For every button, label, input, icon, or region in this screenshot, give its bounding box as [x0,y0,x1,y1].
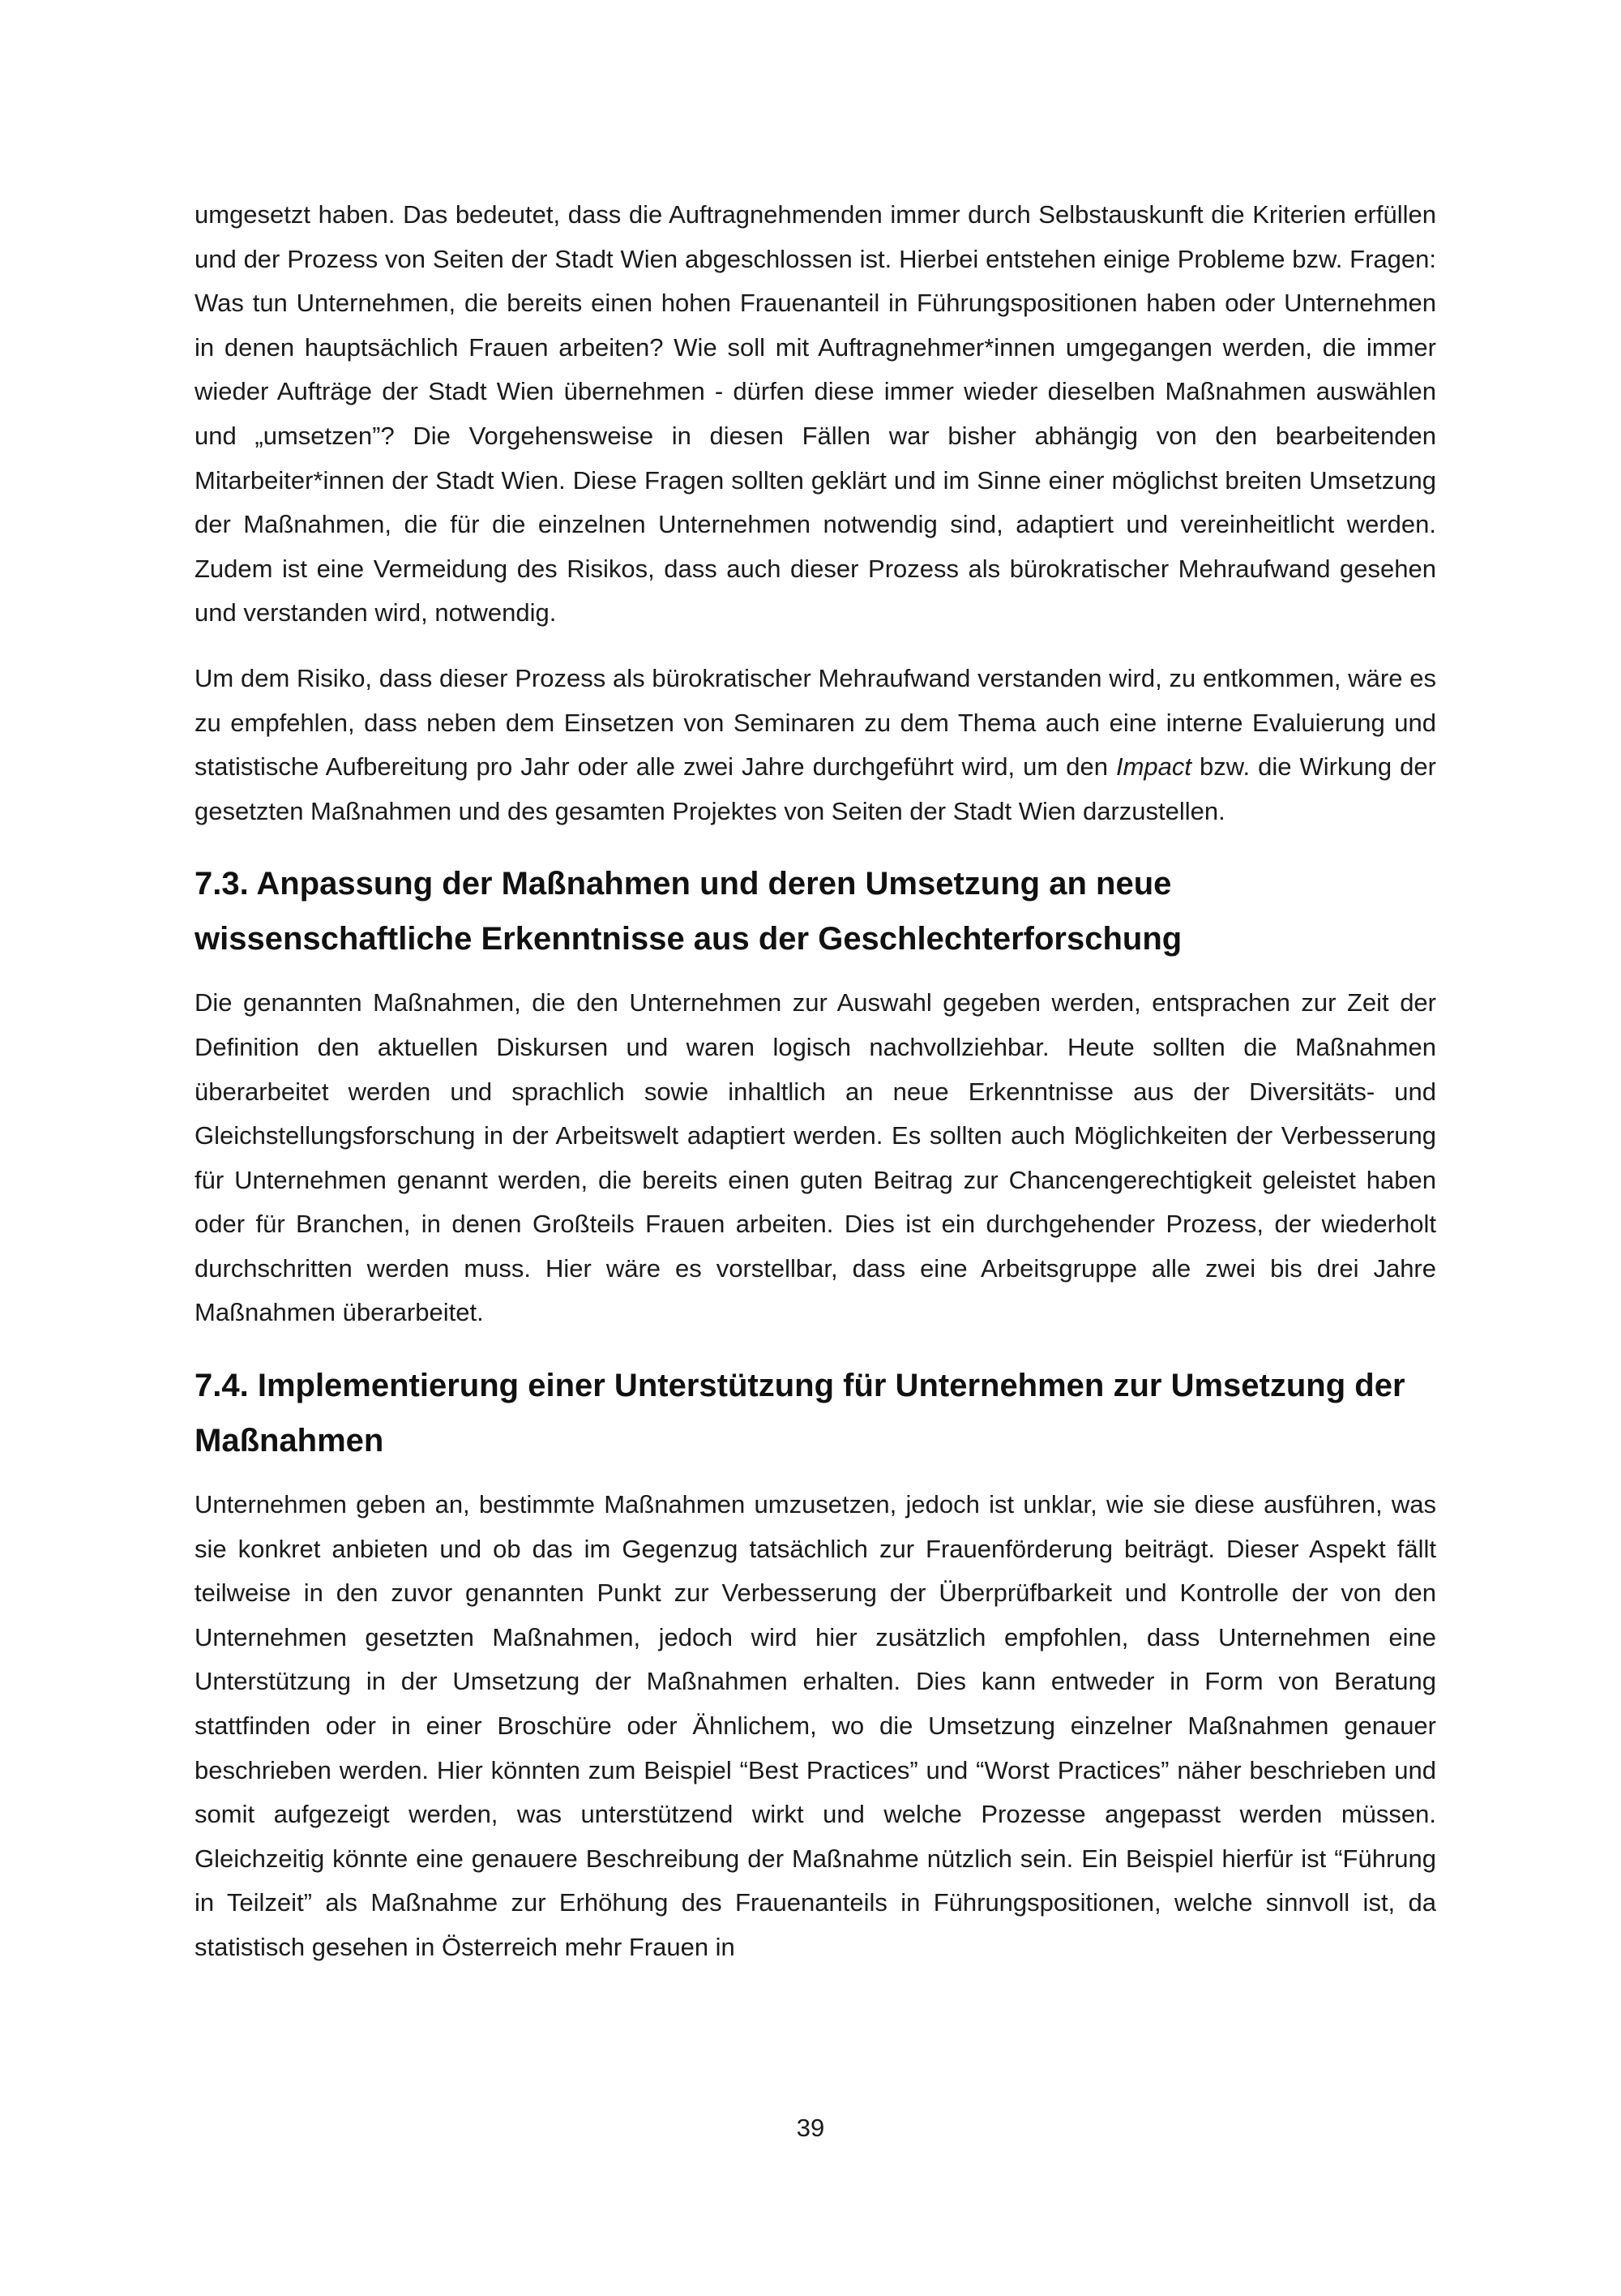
paragraph-risk-evaluation [195,657,1436,833]
section-7-4-heading: 7.4. Implementierung einer Unterstützung für Unternehmen zur Umsetzung der Maßnahmen [195,1368,1405,1459]
paragraph-risk-evaluation-text-end: bzw. die Wirkung der gesetzten Maßnahmen und des gesamten Projektes von Seiten der Stadt Wien darzustellen. [195,752,1436,825]
section-7-3-heading: 7.3. Anpassung der Maßnahmen und deren Umsetzung an neue wissenschaftliche Erkenntnisse aus der Geschlechterforschung [195,866,1183,957]
impact-term: Impact [1115,752,1191,782]
page-number: 39 [796,2114,825,2142]
paragraph-risk-evaluation-text-start: Um dem Risiko, dass dieser Prozess als bürokratischer Mehraufwand verstanden wird, zu entkommen, wäre es zu empfehlen, dass neben dem Einsetzen von Seminaren zu dem Thema auch eine interne Evaluierung und statistische Aufbereitung pro Jahr oder alle zwei Jahre durchgeführt wird, um den [195,663,1436,782]
paragraph-continuation: umgesetzt haben. Das bedeutet, dass die Auftragnehmenden immer durch Selbstauskunft die Kriterien erfüllen und der Prozess von Seiten der Stadt Wien abgeschlossen ist. Hierbei entstehen einige Probleme bzw. Fragen: Was tun Unternehmen, die bereits einen hohen Frauenanteil in Führungspositionen haben oder Unternehmen in denen hauptsächlich Frauen arbeiten? Wie soll mit Auftragnehmer*innen umgegangen werden, die immer wieder Aufträge der Stadt Wien übernehmen - dürfen diese immer wieder dieselben Maßnahmen auswählen und „umsetzen”? Die Vorgehensweise in diesen Fällen war bisher abhängig von den bearbeitenden Mitarbeiter*innen der Stadt Wien. Diese Fragen sollten geklärt und im Sinne einer möglichst breiten Umsetzung der Maßnahmen, die für die einzelnen Unternehmen notwendig sind, adaptiert und vereinheitlicht werden. Zudem ist eine Vermeidung des Risikos, dass auch dieser Prozess als bürokratischer Mehraufwand gesehen und verstanden wird, notwendig. [195,200,1436,628]
section-7-4-paragraph: Unternehmen geben an, bestimmte Maßnahmen umzusetzen, jedoch ist unklar, wie sie diese ausführen, was sie konkret anbieten und ob das im Gegenzug tatsächlich zur Frauenförderung beiträgt. Dieser Aspekt fällt teilweise in den zuvor genannten Punkt zur Verbesserung der Überprüfbarkeit und Kontrolle der von den Unternehmen gesetzten Maßnahmen, jedoch wird hier zusätzlich empfohlen, dass Unternehmen eine Unterstützung in der Umsetzung der Maßnahmen erhalten. Dies kann entweder in Form von Beratung stattfinden oder in einer Broschüre oder Ähnlichem, wo die Umsetzung einzelner Maßnahmen genauer beschrieben werden. Hier könnten zum Beispiel “Best Practices” und “Worst Practices” näher beschrieben und somit aufgezeigt werden, was unterstützend wirkt und welche Prozesse angepasst werden müssen. Gleichzeitig könnte eine genauere Beschreibung der Maßnahme nützlich sein. Ein Beispiel hierfür ist “Führung in Teilzeit” als Maßnahme zur Erhöhung des Frauenanteils in Führungspositionen, welche sinnvoll ist, da statistisch gesehen in Österreich mehr Frauen in [195,1490,1436,1961]
section-7-3-paragraph: Die genannten Maßnahmen, die den Unternehmen zur Auswahl gegeben werden, entsprachen zur Zeit der Definition den aktuellen Diskursen und waren logisch nachvollziehbar. Heute sollten die Maßnahmen überarbeitet werden und sprachlich sowie inhaltlich an neue Erkenntnisse aus der Diversitäts- und Gleichstellungsforschung in der Arbeitswelt adaptiert werden. Es sollten auch Möglichkeiten der Verbesserung für Unternehmen genannt werden, die bereits einen guten Beitrag zur Chancengerechtigkeit geleistet haben oder für Branchen, in denen Großteils Frauen arbeiten. Dies ist ein durchgehender Prozess, der wiederholt durchschritten werden muss. Hier wäre es vorstellbar, dass eine Arbeitsgruppe alle zwei bis drei Jahre Maßnahmen überarbeitet. [195,988,1436,1327]
page-content [195,193,1436,1993]
